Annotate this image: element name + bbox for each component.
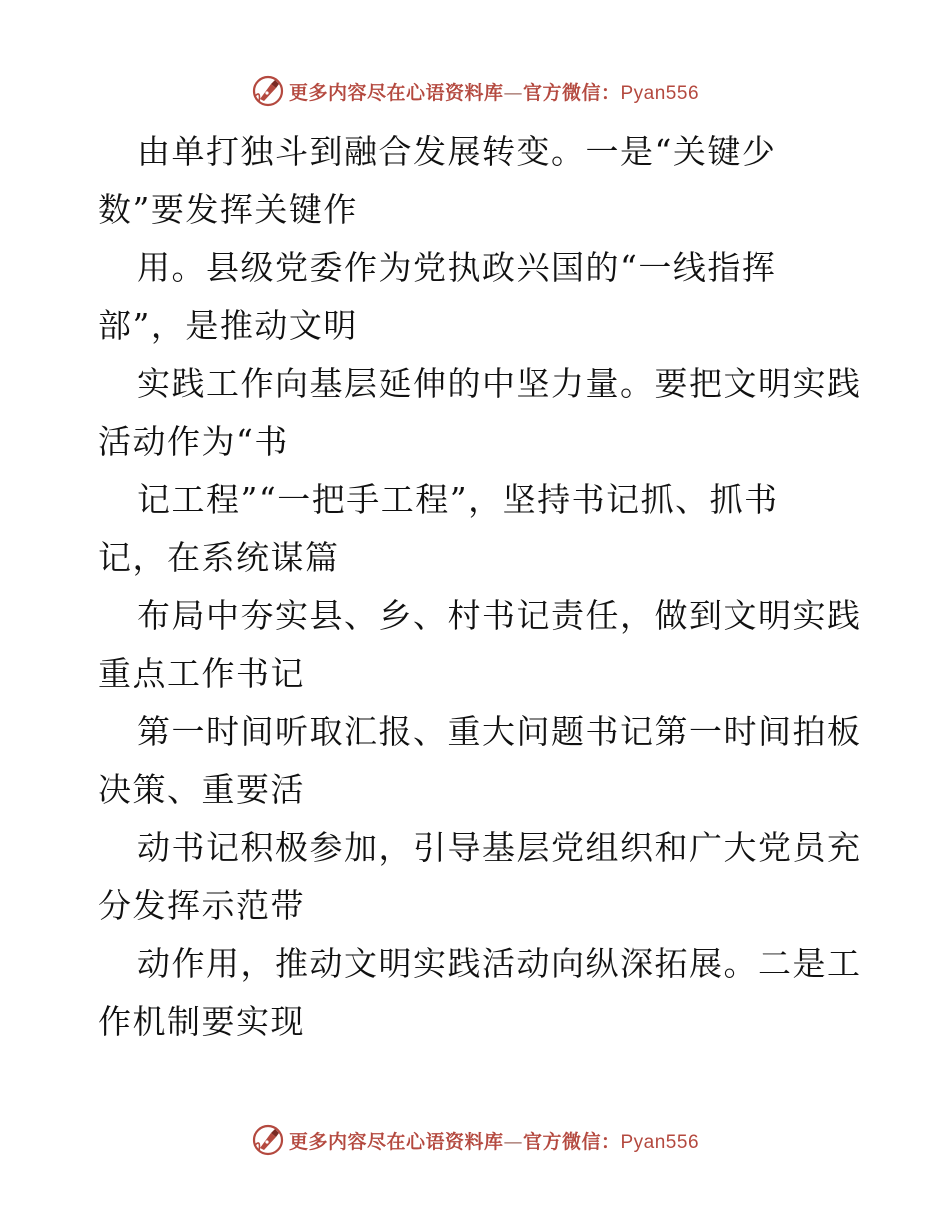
body-line: 作机制要实现 [98,1002,305,1041]
watermark-main-text: 更多内容尽在心语资料库 [288,81,504,104]
body-line: 记工程”“一把手工程”，坚持书记抓、抓书 [137,480,779,519]
body-line: 分发挥示范带 [98,886,305,925]
header-watermark-banner [0,71,950,111]
fountain-pen-logo-icon [251,74,285,108]
body-line: 记，在系统谋篇 [98,538,340,577]
body-line: 实践工作向基层延伸的中坚力量。要把文明实践 [137,364,862,403]
watermark-wechat-label: 官方微信： [522,1130,621,1153]
body-line: 决策、重要活 [98,770,305,809]
body-line: 活动作为“书 [98,422,289,461]
watermark-text [289,78,699,105]
body-line: 数”要发挥关键作 [98,190,358,229]
body-line: 重点工作书记 [98,654,305,693]
footer-watermark-banner [0,1120,950,1160]
body-line: 布局中夯实县、乡、村书记责任，做到文明实践 [137,596,862,635]
watermark-wechat-name: Pyan556 [620,1131,700,1153]
body-line: 由单打独斗到融合发展转变。一是“关键少 [137,132,777,171]
fountain-pen-logo-icon [251,1123,285,1157]
body-line: 动作用，推动文明实践活动向纵深拓展。二是工 [137,944,862,983]
body-line: 第一时间听取汇报、重大问题书记第一时间拍板 [137,712,862,751]
body-line: 用。县级党委作为党执政兴国的“一线指挥 [137,248,777,287]
body-line: 部”，是推动文明 [98,306,358,345]
watermark-wechat-name: Pyan556 [620,82,700,104]
watermark-dash: — [503,1130,523,1153]
body-line: 动书记积极参加，引导基层党组织和广大党员充 [137,828,862,867]
watermark-wechat-label: 官方微信： [522,81,621,104]
watermark-dash: — [503,81,523,104]
watermark-main-text: 更多内容尽在心语资料库 [288,1130,504,1153]
watermark-text [289,1127,699,1154]
